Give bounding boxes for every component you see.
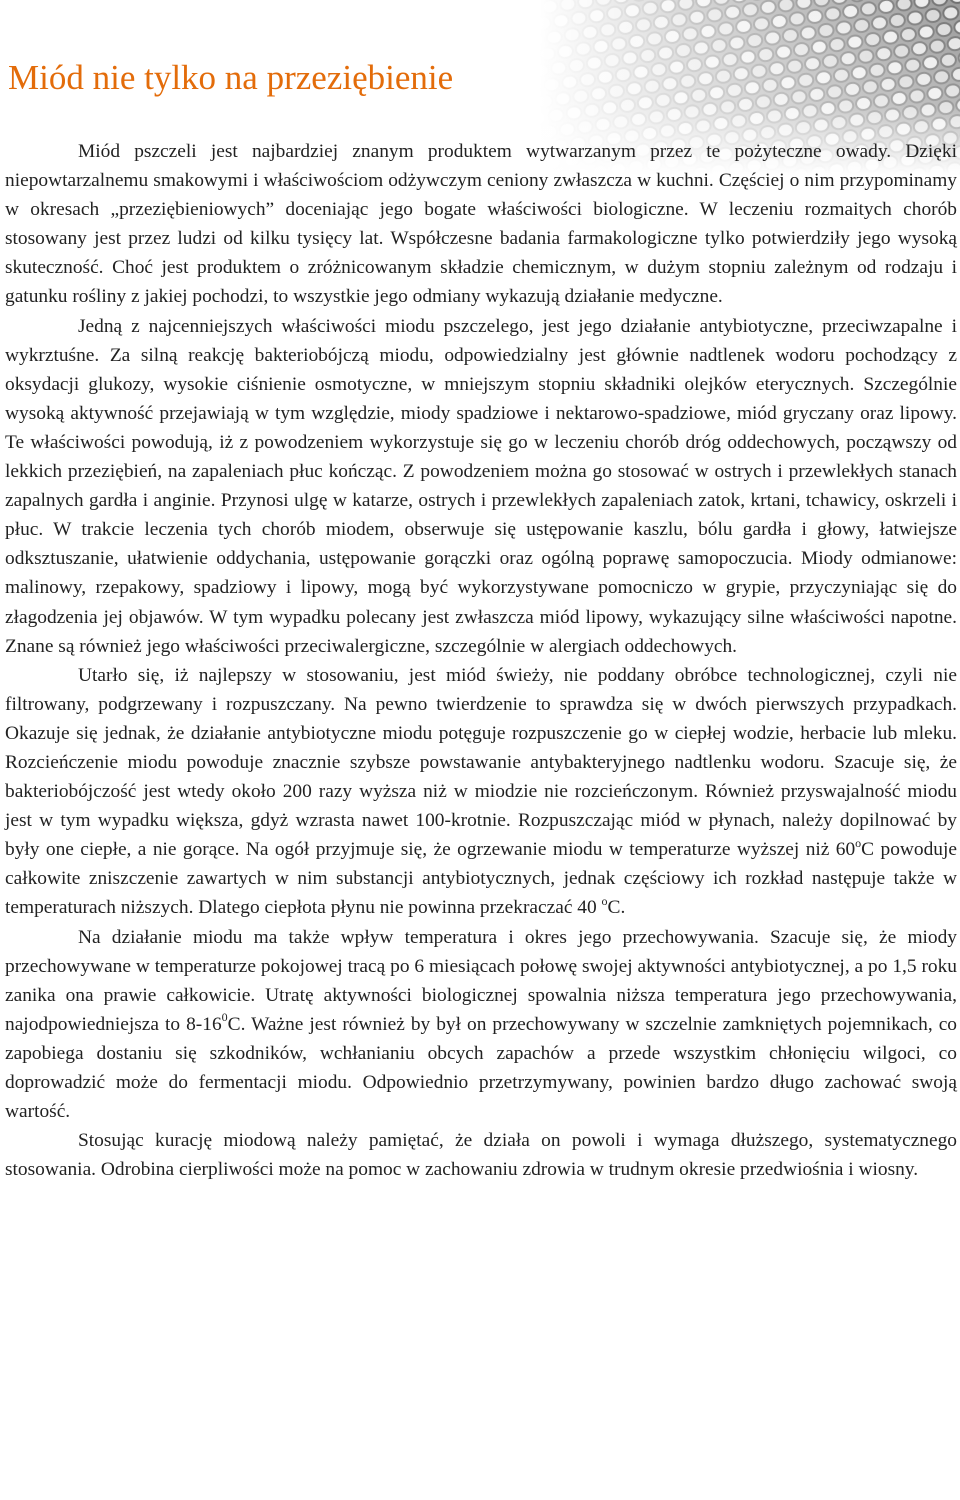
paragraph-4-text-b: C. Ważne jest również by był on przechowywany w szczelnie zamkniętych pojemnikach, co zapobiega dostaniu się szkodników, wchłanianiu obcych zapachów a przede wszystkim chłonięciu wilgoci, co doprowadzić może do fermentacji miodu. Odpowiednio przetrzymywany, powinien bardzo długo zachować swoją wartość. <box>5 1013 957 1123</box>
page-title: Miód nie tylko na przeziębienie <box>8 58 454 97</box>
paragraph-5: Stosując kurację miodową należy pamiętać, że działa on powoli i wymaga dłuższego, systematycznego stosowania. Odrobina cierpliwości może na pomoc w zachowaniu zdrowia w trudnym okresie przedwiośnia i wiosny. <box>5 1130 957 1181</box>
degree-superscript: o <box>601 893 608 908</box>
paragraph-4-text-a: Na działanie miodu ma także wpływ temperatura i okres jego przechowywania. Szacuje się, że miody przechowywane w temperaturze pokojowej tracą po 6 miesiącach połowę swojej aktywności antybiotycznej, a po 1,5 roku zanika ona prawie całkowicie. Utratę aktywności biologicznej spowalnia niższa temperatura jego przechowywania, najodpowiedniejsza to 8-16 <box>5 926 957 1035</box>
paragraph-3-text-a: Utarło się, iż najlepszy w stosowaniu, jest miód świeży, nie poddany obróbce technologicznej, czyli nie filtrowany, podgrzewany i rozpuszczany. Na pewno twierdzenie to sprawdza się w dwóch pierwszych przypadkach. Okazuje się jednak, że działanie antybiotyczne miodu potęguje rozpuszczenie go w ciepłej wodzie, herbacie lub mleku. Rozcieńczenie miodu powoduje znacznie szybsze powstawanie antybakteryjnego nadtlenku wodoru. Szacuje się, że bakteriobójczość jest wtedy około 200 razy wyższa niż w miodzie nie rozcieńczonym. Również przyswajalność miodu jest w tym wypadku większa, gdyż wzrasta nawet 100-krotnie. Rozpuszczając miód w płynach, należy dopilnować by były one ciepłe, a nie gorące. Na ogół przyjmuje się, że ogrzewanie miodu w temperaturze wyższej niż 60 <box>5 664 957 861</box>
paragraph-4 <box>5 923 957 1127</box>
degree-superscript: 0 <box>221 1010 228 1025</box>
paragraph-2: Jedną z najcenniejszych właściwości miodu pszczelego, jest jego działanie antybiotyczne, przeciwzapalne i wykrztuśne. Za silną reakcję bakteriobójczą miodu, odpowiedzialny jest głównie nadtlenek wodoru pochodzący z oksydacji glukozy, wysokie ciśnienie osmotyczne, w mniejszym stopniu składniki olejków eterycznych. Szczególnie wysoką aktywność przejawiają w tym względzie, miody spadziowe i nektarowo-spadziowe, miód gryczany oraz lipowy. Te właściwości powodują, iż z powodzeniem wykorzystuje się go w leczeniu chorób dróg oddechowych, począwszy od lekkich przeziębień, na zapaleniach płuc kończąc. Z powodzeniem można go stosować w ostrych i przewlekłych stanach zapalnych gardła i anginie. Przynosi ulgę w katarze, ostrych i przewlekłych zapaleniach zatok, krtani, tchawicy, oskrzeli i płuc. W trakcie leczenia tych chorób miodem, obserwuje się ustępowanie kaszlu, bólu gardła i głowy, łatwiejsze odksztuszanie, ułatwienie oddychania, ustępowanie gorączki oraz ogólną poprawę samopoczucia. Miody odmianowe: malinowy, rzepakowy, spadziowy i lipowy, mogą być wykorzystywane pomocniczo w grypie, przyczyniając się do złagodzenia jej objawów. W tym wypadku polecany jest zwłaszcza miód lipowy, wykazujący silne właściwości napotne. Znane są również jego właściwości przeciwalergiczne, szczególnie w alergiach oddechowych. <box>5 315 957 657</box>
paragraph-3-text-c: C. <box>607 897 626 919</box>
paragraph-3 <box>5 661 957 923</box>
degree-superscript: o <box>855 835 862 850</box>
paragraph-1: Miód pszczeli jest najbardziej znanym produktem wytwarzanym przez te pożyteczne owady. Dzięki niepowtarzalnemu smakowymi i właściwościom odżywczym ceniony zwłaszcza w kuchni. Częściej o nim przypominamy w okresach „przeziębieniowych” doceniając jego bogate właściwości biologiczne. W leczeniu rozmaitych chorób stosowany jest przez ludzi od kilku tysięcy lat. Współczesne badania farmakologiczne tylko potwierdziły jego wysoką skuteczność. Choć jest produktem o zróżnicowanym składzie chemicznym, w dużym stopniu zależnym od rodzaju i gatunku rośliny z jakiej pochodzi, to wszystkie jego odmiany wykazują działanie medyczne. <box>5 141 957 308</box>
paragraph-3-text-b: C powoduje całkowite zniszczenie zawartych w nim substancji antybiotycznych, jednak częściowy ich rozkład następuje także w temperaturach niższych. Dlatego ciepłota płynu nie powinna przekraczać 40 <box>5 839 957 919</box>
article-body <box>5 137 957 1184</box>
